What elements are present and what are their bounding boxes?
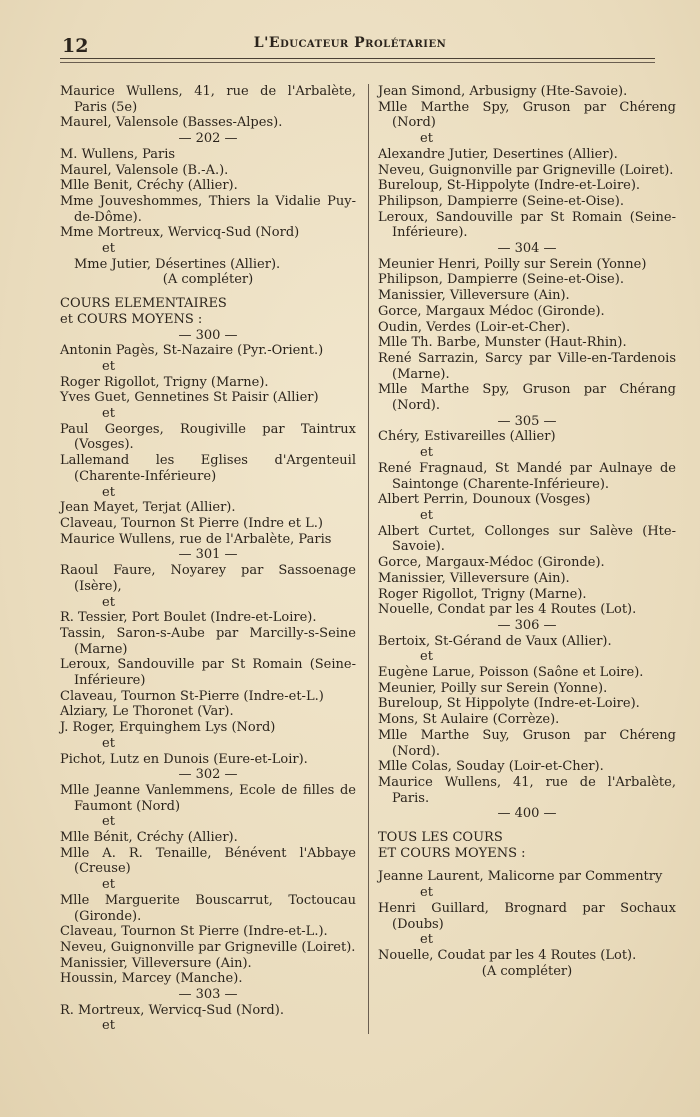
conjunction-et: et xyxy=(420,507,433,523)
list-entry: Mme Jutier, Désertines (Allier). xyxy=(74,256,281,272)
list-entry: Claveau, Tournon St-Pierre (Indre-et-L.) xyxy=(60,688,324,704)
list-entry: Tassin, Saron-s-Aube par Marcilly-s-Seine (Marne) xyxy=(60,625,356,657)
list-entry: Houssin, Marcey (Manche). xyxy=(60,971,243,987)
section-number: — 305 — xyxy=(497,413,557,429)
section-number: — 306 — xyxy=(497,617,557,633)
list-entry: Mme Mortreux, Wervicq-Sud (Nord) xyxy=(60,225,300,241)
list-entry: Mlle Jeanne Vanlemmens, Ecole de filles de Faumont (Nord) xyxy=(60,782,356,814)
list-entry: Mlle Marthe Spy, Gruson par Chérang (Nord). xyxy=(378,382,676,414)
title-part-2-rest: rolétarien xyxy=(365,35,447,51)
list-entry: Alziary, Le Thoronet (Var). xyxy=(60,704,234,720)
conjunction-et: et xyxy=(102,406,115,422)
section-number: — 202 — xyxy=(178,131,238,147)
conjunction-et: et xyxy=(102,814,115,830)
list-entry: R. Tessier, Port Boulet (Indre-et-Loire). xyxy=(60,610,317,626)
list-entry: Leroux, Sandouville par St Romain (Seine-Inférieure) xyxy=(60,657,356,689)
list-entry: Maurice Wullens, 41, rue de l'Arbalète, Paris. xyxy=(378,774,676,806)
list-entry: Roger Rigollot, Trigny (Marne). xyxy=(60,374,269,390)
section-heading: TOUS LES COURS xyxy=(378,830,503,846)
section-number: — 300 — xyxy=(178,327,238,343)
list-entry: Neveu, Guignonville par Grigneville (Loiret). xyxy=(378,162,674,178)
section-number: — 304 — xyxy=(497,241,557,257)
list-entry: Mme Jouveshommes, Thiers la Vidalie Puy-de-Dôme). xyxy=(60,193,356,225)
conjunction-et: et xyxy=(420,131,433,147)
section-number: — 303 — xyxy=(178,987,238,1003)
conjunction-et: et xyxy=(420,885,433,901)
list-entry: Gorce, Margaux Médoc (Gironde). xyxy=(378,303,605,319)
list-entry: Maurel, Valensole (B.-A.). xyxy=(60,162,229,178)
conjunction-et: et xyxy=(102,735,115,751)
spacer xyxy=(60,288,356,296)
section-heading: ET COURS MOYENS : xyxy=(378,845,526,861)
list-entry: Claveau, Tournon St Pierre (Indre et L.) xyxy=(60,515,324,531)
list-entry: Yves Guet, Gennetines St Paisir (Allier) xyxy=(60,390,319,406)
list-entry: Nouelle, Coudat par les 4 Routes (Lot). xyxy=(378,947,637,963)
list-entry: Meunier, Poilly sur Serein (Yonne). xyxy=(378,680,608,696)
list-entry: Bureloup, St-Hippolyte (Indre-et-Loire). xyxy=(378,178,641,194)
conjunction-et: et xyxy=(102,484,115,500)
list-entry: Albert Curtet, Collonges sur Salève (Hte-Savoie). xyxy=(378,523,676,555)
conjunction-et: et xyxy=(102,594,115,610)
list-entry: Pichot, Lutz en Dunois (Eure-et-Loir). xyxy=(60,751,308,767)
list-entry: Oudin, Verdes (Loir-et-Cher). xyxy=(378,319,571,335)
list-entry: Mlle Bénit, Créchy (Allier). xyxy=(60,830,238,846)
list-entry: René Sarrazin, Sarcy par Ville-en-Tardenois (Marne). xyxy=(378,350,676,382)
conjunction-et: et xyxy=(102,1018,115,1034)
conjunction-et: et xyxy=(102,877,115,893)
list-entry: Leroux, Sandouville par St Romain (Seine-Inférieure). xyxy=(378,209,676,241)
list-entry: Alexandre Jutier, Desertines (Allier). xyxy=(378,146,618,162)
column-divider xyxy=(368,84,369,1034)
list-entry: Claveau, Tournon St Pierre (Indre-et-L.). xyxy=(60,924,328,940)
list-entry: René Fragnaud, St Mandé par Aulnaye de Saintonge (Charente-Inférieure). xyxy=(378,460,676,492)
list-entry: Mlle Marthe Suy, Gruson par Chéreng (Nord). xyxy=(378,727,676,759)
list-entry: R. Mortreux, Wervicq-Sud (Nord). xyxy=(60,1002,284,1018)
list-entry: Chéry, Estivareilles (Allier) xyxy=(378,429,556,445)
list-entry: Mlle A. R. Tenaille, Bénévent l'Abbaye (Creuse) xyxy=(60,845,356,877)
list-entry: Philipson, Dampierre (Seine-et-Oise). xyxy=(378,193,624,209)
list-entry: Henri Guillard, Brognard par Sochaux (Doubs) xyxy=(378,900,676,932)
list-entry: Bureloup, St Hippolyte (Indre-et-Loire). xyxy=(378,696,640,712)
list-entry: Maurice Wullens, 41, rue de l'Arbalète, Paris (5e) xyxy=(60,84,356,115)
conjunction-et: et xyxy=(102,358,115,374)
section-number: — 400 — xyxy=(497,806,557,822)
list-entry: Jean Mayet, Terjat (Allier). xyxy=(60,500,236,516)
list-entry: Nouelle, Condat par les 4 Routes (Lot). xyxy=(378,602,637,618)
left-column xyxy=(60,84,356,1034)
right-column xyxy=(378,84,676,979)
list-entry: Maurel, Valensole (Basses-Alpes). xyxy=(60,115,283,131)
list-entry: Jean Simond, Arbusigny (Hte-Savoie). xyxy=(378,84,628,99)
section-number: — 301 — xyxy=(178,547,238,563)
list-entry: Paul Georges, Rougiville par Taintrux (Vosges). xyxy=(60,421,356,453)
list-entry: Mlle Benit, Créchy (Allier). xyxy=(60,178,238,194)
conjunction-et: et xyxy=(420,649,433,665)
title-part-1-rest: ducateur xyxy=(280,35,349,51)
conjunction-et: et xyxy=(420,932,433,948)
list-entry: Neveu, Guignonville par Grigneville (Loiret). xyxy=(60,939,356,955)
running-title xyxy=(0,35,700,51)
conjunction-et: et xyxy=(420,445,433,461)
list-entry: Roger Rigollot, Trigny (Marne). xyxy=(378,586,587,602)
list-entry: Albert Perrin, Dounoux (Vosges) xyxy=(378,492,591,508)
title-part-1: L'E xyxy=(253,35,281,51)
list-entry: Lallemand les Eglises d'Argenteuil (Charente-Inférieure) xyxy=(60,453,356,484)
list-entry: M. Wullens, Paris xyxy=(60,146,176,162)
header-rule xyxy=(60,58,655,59)
section-heading: COURS ELEMENTAIRES xyxy=(60,296,227,312)
list-entry: Mlle Marguerite Bouscarrut, Toctoucau (Gironde). xyxy=(60,892,356,924)
section-heading: et COURS MOYENS : xyxy=(60,311,203,327)
list-entry: Maurice Wullens, rue de l'Arbalète, Paris xyxy=(60,531,332,547)
list-entry: Raoul Faure, Noyarey par Sassoenage (Isère), xyxy=(60,563,356,594)
list-entry: Jeanne Laurent, Malicorne par Commentry xyxy=(378,869,663,885)
spacer xyxy=(378,861,676,869)
list-entry: Bertoix, St-Gérand de Vaux (Allier). xyxy=(378,633,612,649)
title-part-2: P xyxy=(354,35,366,51)
list-entry: Meunier Henri, Poilly sur Serein (Yonne) xyxy=(378,256,647,272)
list-entry: Mons, St Aulaire (Corrèze). xyxy=(378,712,560,728)
list-entry: Manissier, Villeversure (Ain). xyxy=(378,288,570,304)
note: (A compléter) xyxy=(481,963,573,979)
header-rule-thin xyxy=(60,62,655,63)
list-entry: Mlle Colas, Souday (Loir-et-Cher). xyxy=(378,759,604,775)
list-entry: Philipson, Dampierre (Seine-et-Oise). xyxy=(378,272,624,288)
spacer xyxy=(378,822,676,830)
page-number: 12 xyxy=(62,35,89,57)
note: (A compléter) xyxy=(162,272,254,288)
list-entry: Eugène Larue, Poisson (Saône et Loire). xyxy=(378,665,644,681)
list-entry: J. Roger, Erquinghem Lys (Nord) xyxy=(60,720,276,736)
list-entry: Mlle Marthe Spy, Gruson par Chéreng (Nord) xyxy=(378,99,676,131)
list-entry: Antonin Pagès, St-Nazaire (Pyr.-Orient.) xyxy=(60,343,324,359)
list-entry: Manissier, Villeversure (Ain). xyxy=(378,570,570,586)
list-entry: Gorce, Margaux-Médoc (Gironde). xyxy=(378,555,605,571)
list-entry: Manissier, Villeversure (Ain). xyxy=(60,955,252,971)
conjunction-et: et xyxy=(102,241,115,257)
list-entry: Mlle Th. Barbe, Munster (Haut-Rhin). xyxy=(378,335,627,351)
section-number: — 302 — xyxy=(178,767,238,783)
